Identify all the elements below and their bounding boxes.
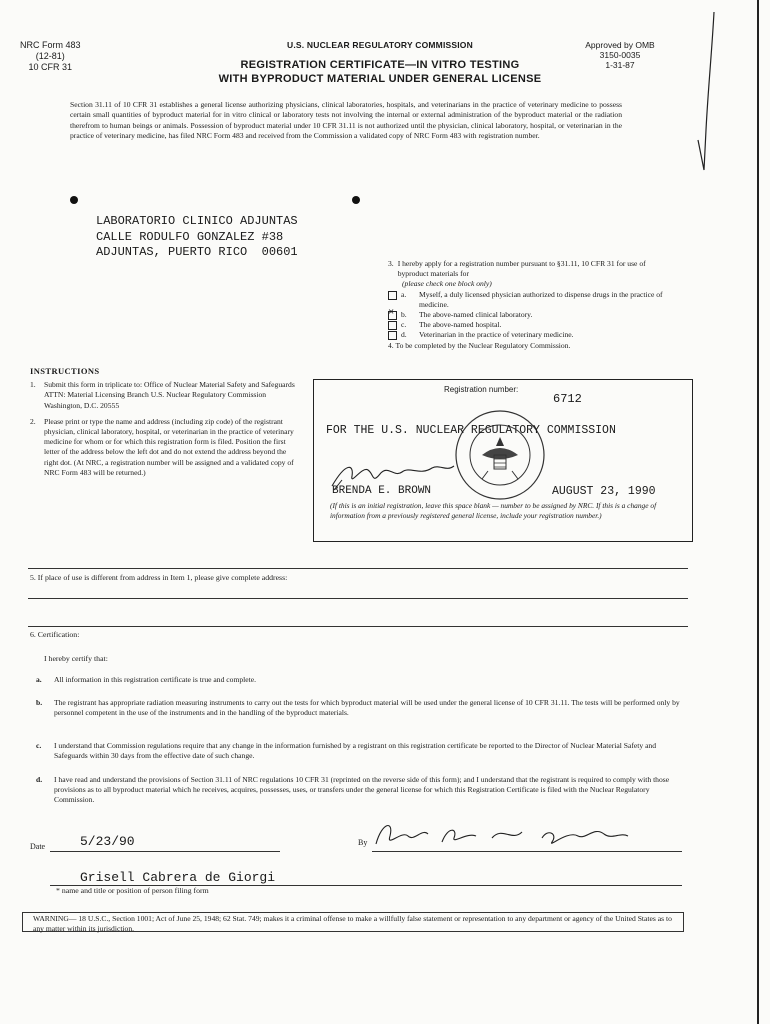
instructions-section <box>30 366 300 484</box>
option-b-letter: b. <box>401 310 407 320</box>
option-a-text: Myself, a duly licensed physician authorized to dispense drugs in the practice of medicine. <box>419 289 663 309</box>
option-a-checkbox[interactable] <box>388 291 397 300</box>
cert-c-letter: c. <box>36 741 42 750</box>
registration-number-label: Registration number: <box>444 385 519 394</box>
cert-c-text: I understand that Commission regulations require that any change in the information furnished by a registrant on this registration certificate be reported to the Director of Nuclear Material Safety and Safeguards within 30 days from the effective date of such change. <box>54 741 657 760</box>
item3-hint: (please check one block only) <box>402 279 492 289</box>
certification-item-d <box>36 775 682 805</box>
agency-name: U.S. NUCLEAR REGULATORY COMMISSION <box>287 40 473 50</box>
omb-expiration: 1-31-87 <box>605 60 635 70</box>
certification-intro: I hereby certify that: <box>44 654 108 663</box>
registration-date: AUGUST 23, 1990 <box>552 485 656 498</box>
for-nrc-line: FOR THE U.S. NUCLEAR REGULATORY COMMISSION <box>326 424 616 437</box>
instruction-1-number: 1. <box>30 380 36 390</box>
instruction-1 <box>30 380 300 411</box>
cert-b-letter: b. <box>36 698 43 707</box>
instruction-2 <box>30 417 300 478</box>
cert-a-text: All information in this registration certificate is true and complete. <box>54 675 257 684</box>
signature-underline <box>372 851 682 852</box>
option-c-text: The above-named hospital. <box>419 320 502 330</box>
item3-header <box>388 259 678 279</box>
cert-d-text: I have read and understand the provisions of Section 31.11 of NRC regulations 10 CFR 31 (reprinted on the reverse side of this form); and I understand that the registrant is required to comply with those provisions as to all byproduct material which he receives, acquires, possesses, uses, or transfers under the general license for which this Registration Certificate is filed with the Nuclear Regulatory Commission. <box>54 775 670 804</box>
registration-note: (If this is an initial registration, leave this space blank — number to be assigned by NRC. If this is a change of information from a previously registered general license, include your registration number.) <box>330 501 657 520</box>
option-d[interactable] <box>388 330 678 340</box>
certification-item-c <box>36 741 682 761</box>
warning-notice: WARNING— 18 U.S.C., Section 1001; Act of June 25, 1948; 62 Stat. 749; makes it a criminal offense to make a willfully false statement or representation to any department or agency of the United States as to any matter within its jurisdiction. <box>22 912 684 932</box>
application-type-section <box>388 259 678 351</box>
registration-box <box>313 379 693 542</box>
omb-number: 3150-0035 <box>599 50 641 60</box>
address-line1: LABORATORIO CLINICO ADJUNTAS <box>96 214 298 228</box>
option-d-checkbox[interactable] <box>388 331 397 340</box>
instruction-2-number: 2. <box>30 416 36 426</box>
option-d-letter: d. <box>401 330 407 340</box>
option-c-checkbox[interactable] <box>388 321 397 330</box>
form-identifier <box>20 40 81 73</box>
form-title-line2: WITH BYPRODUCT MATERIAL UNDER GENERAL LICENSE <box>218 73 542 85</box>
date-label: Date <box>30 842 46 851</box>
date-underline <box>50 851 280 852</box>
registration-number: 6712 <box>553 392 582 406</box>
divider <box>28 626 688 627</box>
filer-name-field[interactable]: Grisell Cabrera de Giorgi <box>80 870 276 885</box>
item3-number: 3. <box>388 259 394 268</box>
item3-text: I hereby apply for a registration number pursuant to §31.11, 10 CFR 31 for use of byproduct materials for <box>397 259 646 279</box>
form-cfr: 10 CFR 31 <box>28 62 73 72</box>
filer-signature-icon <box>372 816 652 852</box>
option-c-letter: c. <box>401 320 407 330</box>
cert-d-letter: d. <box>36 775 43 784</box>
address-line2: CALLE RODULFO GONZALEZ #38 <box>96 229 284 244</box>
option-b-text: The above-named clinical laboratory. <box>419 310 533 320</box>
item4-text: 4. To be completed by the Nuclear Regulatory Commission. <box>388 340 571 350</box>
cert-a-letter: a. <box>36 675 42 684</box>
left-alignment-dot <box>70 196 78 204</box>
option-a[interactable] <box>388 290 678 310</box>
option-b[interactable] <box>388 310 678 320</box>
omb-approval <box>560 40 680 70</box>
name-caption: * name and title or position of person filing form <box>56 886 209 895</box>
instruction-2-text: Please print or type the name and address (including zip code) of the registrant physician, clinical laboratory, hospital, or veterinarian in the practice of veterinary medicine for whom or for which this registration form is filed. Position the first letter of the address below the left dot and do not extend the address beyond the right dot. (At NRC, a registration number will be assigned and a validated copy of NRC Form 483 will be returned.) <box>44 416 294 477</box>
signer-name: BRENDA E. BROWN <box>332 485 432 497</box>
section6-heading: 6. Certification: <box>30 630 80 639</box>
form-revision: (12-81) <box>35 51 65 61</box>
margin-pen-stroke <box>690 10 730 190</box>
divider <box>28 568 688 569</box>
date-field[interactable]: 5/23/90 <box>80 834 135 849</box>
form-title-block <box>200 40 560 85</box>
address-line3: ADJUNTAS, PUERTO RICO 00601 <box>96 245 298 259</box>
option-a-letter: a. <box>401 289 407 299</box>
divider <box>28 598 688 599</box>
instructions-heading: INSTRUCTIONS <box>30 366 100 376</box>
section5-label: 5. If place of use is different from address in Item 1, please give complete address: <box>30 573 288 582</box>
scan-edge-line <box>757 0 759 1024</box>
registrant-address <box>96 214 298 261</box>
option-b-checkbox[interactable] <box>388 311 397 320</box>
form-id: NRC Form 483 <box>20 40 81 50</box>
right-alignment-dot <box>352 196 360 204</box>
instruction-1-text: Submit this form in triplicate to: Office of Nuclear Material Safety and Safeguards ATTN: Material Licensing Branch U.S. Nuclear Regulatory Commission Washington, D.C. 20555 <box>44 380 295 410</box>
form-title-line1: REGISTRATION CERTIFICATE—IN VITRO TESTING <box>240 59 520 71</box>
option-c[interactable] <box>388 320 678 330</box>
by-label: By <box>358 838 368 847</box>
omb-approved-label: Approved by OMB <box>585 40 655 50</box>
intro-paragraph: Section 31.11 of 10 CFR 31 establishes a general license authorizing physicians, clinical laboratories, hospitals, and veterinarians in the practice of veterinary medicine to possess certain small quantities of byproduct material for in vitro clinical or laboratory tests not involving the internal or external administration of the byproduct material or the radiation therefrom to human beings or animals. Possession of byproduct material under 10 CFR 31.11 is not authorized until the physician, clinical laboratory, hospital, or veterinarian in the practice of veterinary medicine, has filed NRC Form 483 and received from the Commission a validated copy of NRC Form 483 with registration number. <box>70 100 622 141</box>
option-d-text: Veterinarian in the practice of veterinary medicine. <box>419 330 574 340</box>
certification-item-b <box>36 698 682 718</box>
certification-item-a <box>36 675 682 685</box>
cert-b-text: The registrant has appropriate radiation measuring instruments to carry out the tests for which byproduct material will be used under the general license of 10 CFR 31.11. The tests will be performed only by personnel competent in the use of the instruments and in the handling of the byproduct materials. <box>54 698 680 717</box>
